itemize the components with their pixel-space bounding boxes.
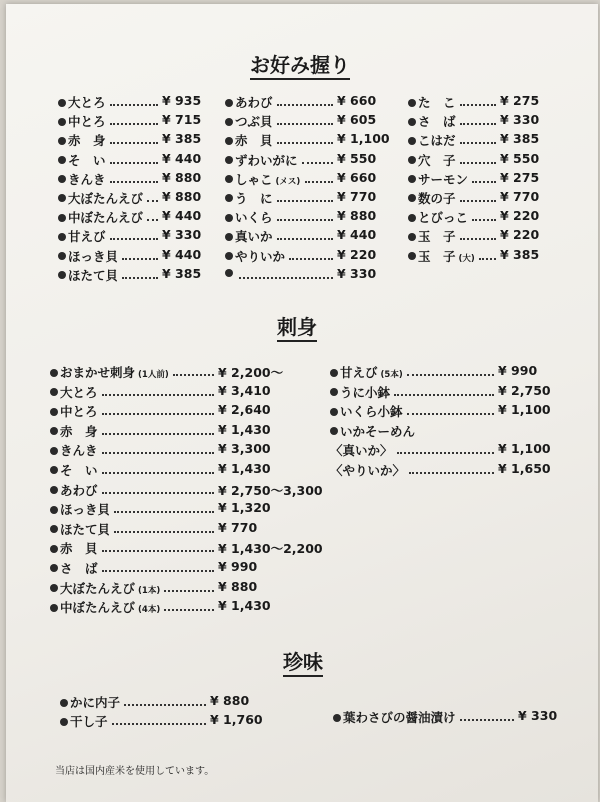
sashimi-column-2	[330, 363, 560, 481]
nigiri-title: お好み握り	[250, 53, 350, 80]
menu-item	[58, 131, 233, 150]
item-name: しゃこ	[235, 171, 273, 187]
bullet-icon	[225, 156, 233, 164]
menu-item	[225, 93, 395, 112]
leader-dots	[277, 134, 333, 144]
bullet-icon	[330, 388, 338, 396]
menu-item	[330, 363, 560, 383]
item-price: ¥ 2,750	[498, 382, 551, 398]
item-name: た こ	[418, 95, 456, 110]
item-price: ¥ 1,430	[218, 598, 271, 614]
item-name: きんき	[60, 443, 98, 459]
bullet-icon	[408, 214, 416, 222]
bullet-icon	[58, 156, 66, 164]
item-price: ¥ 1,650	[498, 460, 551, 476]
item-name: ほっき貝	[60, 502, 111, 518]
item-name: きんき	[68, 171, 106, 187]
leader-dots	[102, 562, 214, 572]
menu-item	[50, 422, 335, 442]
item-name: さ ば	[60, 560, 98, 576]
item-price: ¥ 605	[337, 112, 377, 128]
menu-item	[58, 112, 233, 131]
menu-item	[50, 441, 335, 461]
leader-dots	[305, 173, 333, 183]
leader-dots	[472, 211, 496, 221]
bullet-icon	[58, 194, 66, 202]
menu-item	[225, 131, 395, 150]
bullet-icon	[50, 427, 58, 435]
bullet-icon	[408, 175, 416, 183]
item-name: 穴 子	[418, 152, 456, 168]
item-name: とびっこ	[418, 210, 469, 226]
menu-item	[58, 170, 233, 189]
leader-dots	[112, 715, 206, 725]
menu-item	[58, 208, 233, 227]
item-price: ¥ 2,200〜	[218, 365, 284, 380]
leader-dots	[110, 115, 158, 125]
item-price: ¥ 935	[162, 93, 202, 108]
item-name: 甘えび	[340, 365, 378, 380]
item-price: ¥ 275	[500, 93, 540, 108]
item-name: 甘えび	[68, 229, 106, 245]
menu-item	[408, 247, 558, 266]
chinmi-title: 珍味	[283, 650, 323, 677]
item-price: ¥ 330	[518, 708, 558, 723]
item-price: ¥ 770	[218, 519, 258, 535]
bullet-icon	[408, 118, 416, 126]
item-price: ¥ 880	[218, 578, 258, 594]
item-price: ¥ 550	[337, 150, 377, 166]
menu-item	[408, 93, 558, 112]
menu-item	[50, 598, 335, 618]
item-name: 赤 身	[60, 423, 98, 439]
menu-item	[330, 383, 560, 403]
item-price: ¥ 1,100	[337, 131, 390, 147]
item-name: さ ば	[418, 114, 456, 130]
menu-item	[58, 266, 233, 285]
item-note: (大)	[458, 253, 475, 264]
menu-item	[58, 247, 233, 266]
bullet-icon	[50, 466, 58, 474]
menu-item	[58, 151, 233, 170]
item-name: そ い	[60, 462, 98, 478]
item-name: 大とろ	[60, 384, 98, 400]
menu-item	[330, 402, 560, 422]
menu-item	[50, 559, 335, 579]
item-note: (4本)	[138, 605, 161, 616]
item-note: (1人前)	[138, 370, 169, 380]
bullet-icon	[225, 175, 233, 183]
bullet-icon	[50, 447, 58, 455]
bullet-icon	[225, 233, 233, 241]
bullet-icon	[58, 118, 66, 126]
bullet-icon	[408, 233, 416, 241]
leader-dots	[277, 211, 333, 221]
item-price: ¥ 385	[162, 131, 202, 147]
item-price: ¥ 990	[498, 363, 538, 378]
item-name: 干し子	[70, 714, 108, 729]
item-price: ¥ 715	[162, 112, 202, 128]
item-name: ほたて貝	[68, 267, 119, 283]
leader-dots	[460, 115, 496, 125]
item-name: 玉 子	[418, 229, 456, 245]
leader-dots	[164, 582, 214, 592]
item-name: 赤 身	[68, 133, 106, 149]
menu-item	[58, 227, 233, 246]
item-price: ¥ 3,410	[218, 382, 271, 398]
item-price: ¥ 2,750〜3,300	[218, 482, 323, 498]
menu-item	[50, 461, 335, 481]
item-name: つぶ貝	[235, 114, 273, 130]
menu-item	[60, 712, 275, 731]
menu-item	[50, 481, 335, 501]
item-price: ¥ 770	[500, 188, 540, 204]
leader-dots	[173, 366, 214, 376]
item-name: 中とろ	[60, 404, 98, 420]
leader-dots	[102, 542, 214, 552]
leader-dots	[110, 134, 158, 144]
sashimi-column-1	[50, 363, 335, 618]
item-name: ずわいがに	[235, 152, 298, 168]
nigiri-column-2	[225, 93, 395, 285]
menu-item	[330, 422, 560, 442]
item-price: ¥ 3,300	[218, 441, 271, 457]
leader-dots	[110, 173, 158, 183]
leader-dots	[302, 154, 333, 164]
item-name: サーモン	[418, 171, 469, 187]
item-price: ¥ 1,430	[218, 460, 271, 476]
bullet-icon	[50, 525, 58, 533]
leader-dots	[124, 696, 206, 706]
bullet-icon	[330, 408, 338, 416]
bullet-icon	[50, 584, 58, 592]
item-price: ¥ 220	[500, 227, 540, 243]
menu-item	[225, 247, 395, 266]
item-name: う に	[235, 190, 273, 206]
menu-item	[58, 189, 233, 208]
leader-dots	[277, 96, 333, 106]
bullet-icon	[408, 194, 416, 202]
leader-dots	[289, 250, 333, 260]
bullet-icon	[58, 137, 66, 145]
leader-dots	[102, 386, 214, 396]
leader-dots	[277, 230, 333, 240]
bullet-icon	[50, 408, 58, 416]
menu-item	[50, 383, 335, 403]
leader-dots	[277, 192, 333, 202]
item-price: ¥ 330	[500, 112, 540, 128]
menu-item	[225, 189, 395, 208]
bullet-icon	[333, 714, 341, 722]
item-price: ¥ 1,430	[218, 421, 271, 437]
bullet-icon	[225, 252, 233, 260]
item-price: ¥ 1,430〜2,200	[218, 541, 323, 557]
leader-dots	[114, 503, 214, 513]
bullet-icon	[58, 252, 66, 260]
nigiri-column-1	[58, 93, 233, 285]
item-price: ¥ 880	[337, 208, 377, 224]
bullet-icon	[50, 486, 58, 494]
bullet-icon	[408, 137, 416, 145]
menu-item	[50, 520, 335, 540]
item-price: ¥ 440	[162, 208, 202, 224]
menu-item	[58, 93, 233, 112]
leader-dots	[407, 405, 494, 415]
menu-item	[50, 579, 335, 599]
item-price: ¥ 440	[162, 150, 202, 166]
leader-dots	[460, 96, 496, 106]
menu-item	[408, 151, 558, 170]
leader-dots	[460, 134, 496, 144]
item-price: ¥ 660	[337, 169, 377, 185]
leader-dots	[460, 192, 496, 202]
leader-dots	[407, 366, 494, 376]
leader-dots	[110, 230, 158, 240]
menu-item	[408, 227, 558, 246]
item-note: (メス)	[275, 176, 301, 187]
item-name: 中ぼたんえび	[68, 210, 144, 226]
leader-dots	[394, 386, 494, 396]
menu-item	[330, 461, 560, 481]
leader-dots	[102, 425, 214, 435]
leader-dots	[147, 211, 158, 221]
leader-dots	[409, 464, 494, 474]
menu-item	[225, 227, 395, 246]
item-note: (5本)	[380, 370, 403, 380]
item-price: ¥ 220	[500, 208, 540, 224]
bullet-icon	[58, 214, 66, 222]
menu-item	[50, 363, 335, 383]
item-price: ¥ 385	[500, 246, 540, 262]
bullet-icon	[50, 604, 58, 612]
menu-item	[225, 208, 395, 227]
item-name: やりいか	[235, 248, 286, 264]
item-price: ¥ 275	[500, 169, 540, 185]
item-price: ¥ 385	[500, 131, 540, 147]
item-price: ¥ 2,640	[218, 402, 271, 418]
menu-item	[408, 170, 558, 189]
item-note: (1本)	[138, 585, 161, 596]
bullet-icon	[408, 156, 416, 164]
item-name: 数の子	[418, 190, 456, 206]
item-name: 大ぼたんえび	[60, 580, 136, 596]
item-name: かに内子	[70, 695, 121, 710]
item-name: 葉わさびの醤油漬け	[343, 710, 456, 725]
item-price: ¥ 1,320	[218, 500, 271, 516]
item-price: ¥ 880	[162, 188, 202, 204]
bullet-icon	[225, 118, 233, 126]
bullet-icon	[58, 233, 66, 241]
leader-dots	[114, 523, 214, 533]
item-name: 〈真いか〉	[330, 443, 393, 459]
item-name: 〈やりいか〉	[330, 462, 406, 478]
bullet-icon	[225, 194, 233, 202]
item-price: ¥ 880	[162, 169, 202, 185]
menu-item	[60, 693, 275, 712]
item-name: 玉 子	[418, 248, 456, 264]
leader-dots	[239, 269, 333, 279]
bullet-icon	[50, 506, 58, 514]
leader-dots	[110, 96, 158, 106]
item-name: 赤 貝	[235, 133, 273, 149]
item-name: 赤 貝	[60, 541, 98, 557]
bullet-icon	[330, 369, 338, 377]
item-price: ¥ 385	[162, 265, 202, 281]
item-price: ¥ 1,100	[498, 402, 551, 418]
item-name: 大ぼたんえび	[68, 190, 144, 206]
menu-item	[408, 208, 558, 227]
item-name: 中とろ	[68, 114, 106, 130]
item-price: ¥ 660	[337, 93, 377, 108]
menu-item	[50, 402, 335, 422]
leader-dots	[472, 173, 496, 183]
bullet-icon	[408, 252, 416, 260]
leader-dots	[122, 250, 158, 260]
item-price: ¥ 880	[210, 693, 250, 708]
menu-item	[225, 266, 395, 285]
item-price: ¥ 1,760	[210, 712, 263, 727]
chinmi-column-1	[60, 693, 275, 731]
leader-dots	[460, 154, 496, 164]
leader-dots	[102, 464, 214, 474]
item-price: ¥ 770	[337, 188, 377, 204]
chinmi-column-2	[333, 708, 568, 727]
bullet-icon	[225, 137, 233, 145]
menu-item	[408, 131, 558, 150]
bullet-icon	[330, 427, 338, 435]
bullet-icon	[58, 271, 66, 279]
bullet-icon	[50, 388, 58, 396]
leader-dots	[122, 269, 158, 279]
bullet-icon	[50, 545, 58, 553]
bullet-icon	[408, 99, 416, 107]
item-name: あわび	[235, 95, 273, 110]
item-name: 大とろ	[68, 95, 106, 110]
item-price: ¥ 220	[337, 246, 377, 262]
item-name: おまかせ刺身	[60, 365, 136, 380]
item-name: いくら小鉢	[340, 404, 403, 420]
item-name: そ い	[68, 152, 106, 168]
item-price: ¥ 550	[500, 150, 540, 166]
bullet-icon	[50, 564, 58, 572]
item-name: こはだ	[418, 133, 456, 149]
item-name: ほたて貝	[60, 521, 111, 537]
bullet-icon	[58, 99, 66, 107]
leader-dots	[397, 444, 494, 454]
item-price: ¥ 330	[162, 227, 202, 243]
item-name: 真いか	[235, 229, 273, 245]
item-price: ¥ 990	[218, 558, 258, 574]
item-name: いかそーめん	[340, 423, 416, 439]
leader-dots	[164, 601, 214, 611]
leader-dots	[102, 405, 214, 415]
leader-dots	[460, 230, 496, 240]
bullet-icon	[225, 214, 233, 222]
bullet-icon	[225, 269, 233, 277]
item-name: ほっき貝	[68, 248, 119, 264]
leader-dots	[277, 115, 333, 125]
item-price: ¥ 440	[162, 246, 202, 262]
menu-item	[408, 112, 558, 131]
menu-item	[50, 539, 335, 559]
menu-item	[225, 151, 395, 170]
leader-dots	[102, 444, 214, 454]
leader-dots	[147, 192, 158, 202]
bullet-icon	[50, 369, 58, 377]
leader-dots	[460, 711, 514, 721]
leader-dots	[102, 484, 214, 494]
menu-item	[408, 189, 558, 208]
nigiri-column-3	[408, 93, 558, 266]
bullet-icon	[60, 699, 68, 707]
menu-item	[50, 500, 335, 520]
item-name: いくら	[235, 210, 273, 226]
item-price: ¥ 440	[337, 227, 377, 243]
item-name: 中ぼたんえび	[60, 600, 136, 616]
item-price: ¥ 330	[337, 265, 377, 281]
menu-item	[225, 112, 395, 131]
item-name: あわび	[60, 482, 98, 498]
item-price: ¥ 1,100	[498, 441, 551, 457]
bullet-icon	[58, 175, 66, 183]
bullet-icon	[225, 99, 233, 107]
leader-dots	[110, 154, 158, 164]
menu-item	[330, 441, 560, 461]
item-name: うに小鉢	[340, 384, 391, 400]
sashimi-title: 刺身	[277, 315, 317, 342]
footer-note: 当店は国内産米を使用しています。	[55, 766, 215, 777]
menu-item	[225, 170, 395, 189]
menu-item	[333, 708, 568, 727]
bullet-icon	[60, 718, 68, 726]
leader-dots	[479, 250, 496, 260]
